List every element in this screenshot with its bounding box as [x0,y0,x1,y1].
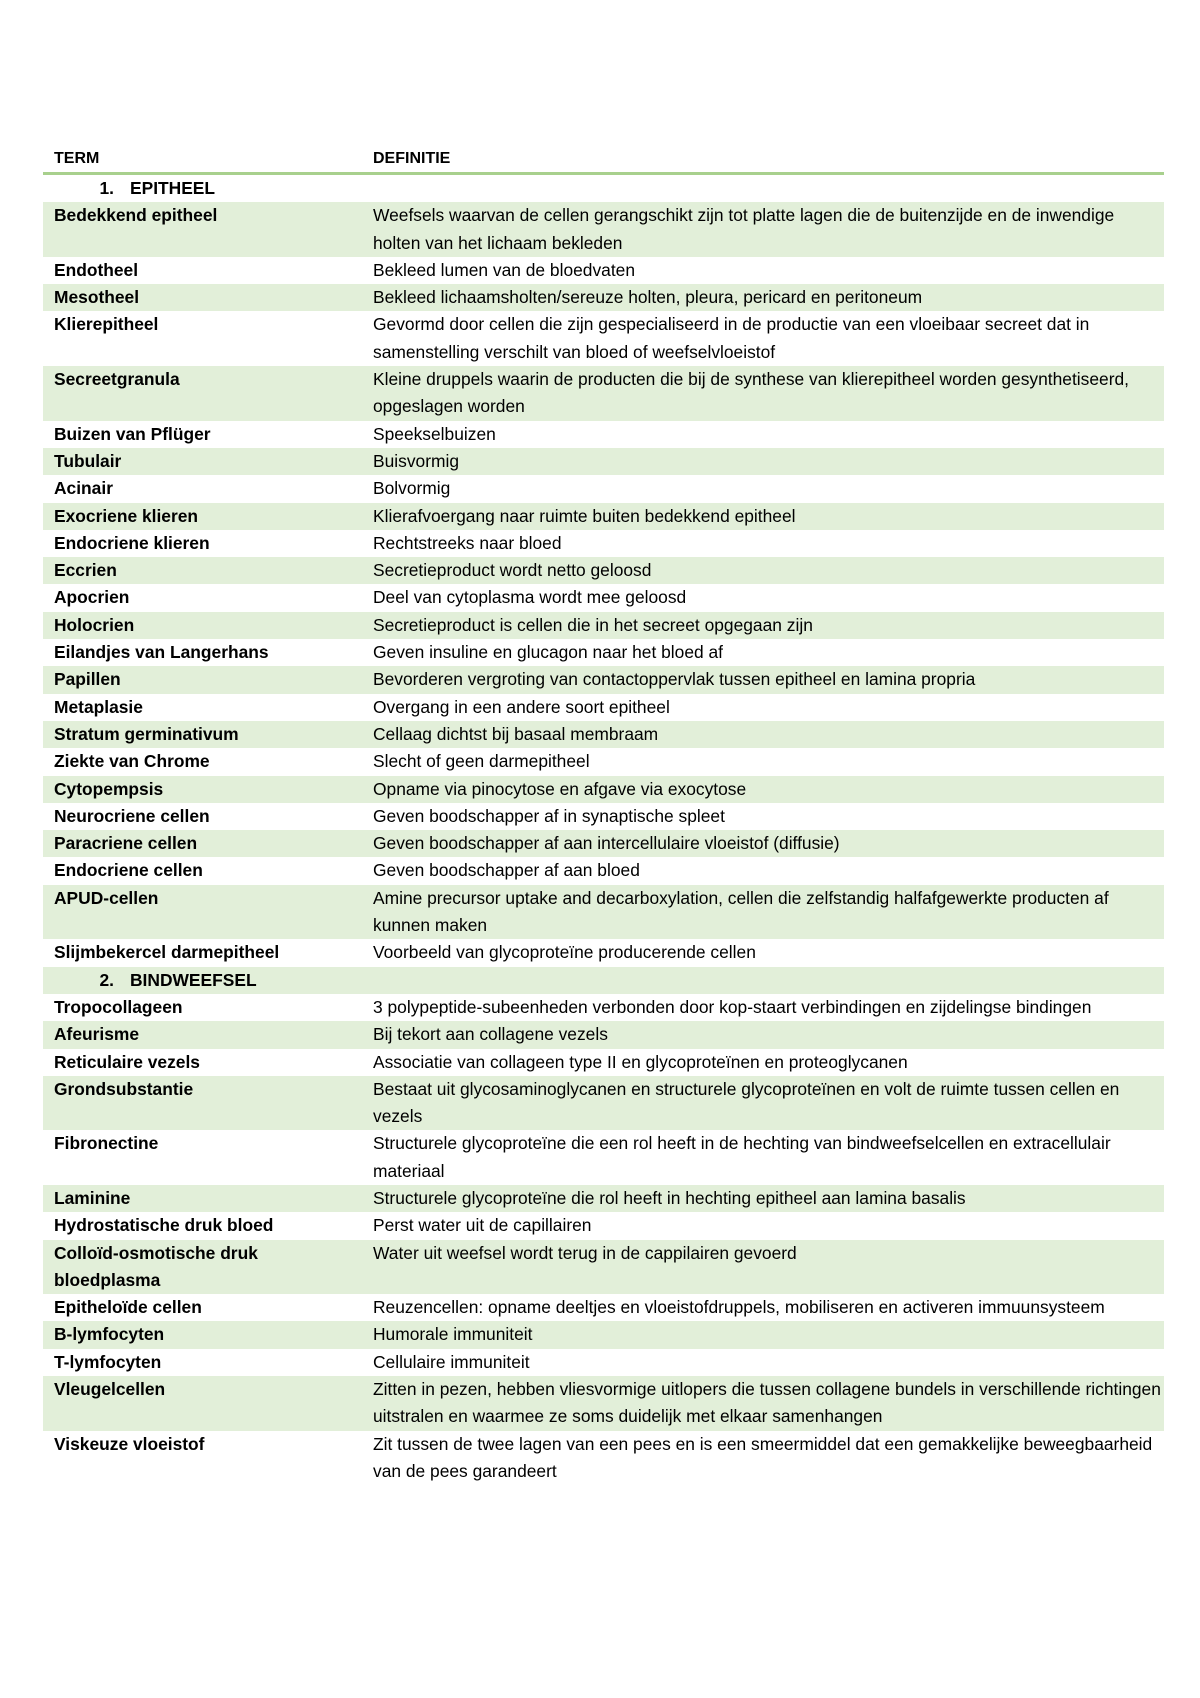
section-number: 2. [99,969,114,990]
term-cell: Exocriene klieren [43,503,362,530]
definition-cell: Bolvormig [373,478,451,499]
definition-cell: Opname via pinocytose en afgave via exocytose [362,776,1164,803]
table-row [43,421,1164,448]
term-cell: Tubulair [43,448,362,475]
table-row [43,1376,1164,1431]
definition-cell: Slecht of geen darmepitheel [373,751,590,772]
definition-cell: Structurele glycoproteïne die een rol heeft in de hechting van bindweefselcellen en extracellulair materiaal [373,1133,1111,1181]
term-cell: Eilandjes van Langerhans [54,642,269,663]
term-cell: Eccrien [43,557,362,584]
table-row [43,366,1164,421]
table-row [43,666,1164,693]
definition-cell: Klierafvoergang naar ruimte buiten bedekkend epitheel [362,503,1164,530]
term-cell: Tropocollageen [54,996,183,1017]
term-cell: Fibronectine [54,1133,159,1154]
definition-cell: Secretieproduct is cellen die in het secreet opgegaan zijn [362,612,1164,639]
table-row [43,639,1164,666]
term-cell: Secreetgranula [43,366,362,421]
term-cell: APUD-cellen [43,885,362,940]
table-row [43,721,1164,748]
table-row [43,1321,1164,1348]
term-cell: Grondsubstantie [43,1076,362,1131]
definition-cell: Water uit weefsel wordt terug in de cappilairen gevoerd [362,1240,1164,1295]
table-row [43,776,1164,803]
glossary-table [43,146,1164,1485]
section-number: 1. [99,178,114,198]
section-heading-row [43,967,1164,994]
definition-cell: Associatie van collageen type II en glycoproteïnen en proteoglycanen [373,1051,908,1072]
term-cell: Ziekte van Chrome [54,751,210,772]
definition-cell: Overgang in een andere soort epitheel [373,696,670,717]
term-cell: Neurocriene cellen [54,805,210,826]
definition-cell: Amine precursor uptake and decarboxylation, cellen die zelfstandig halfafgewerkte producten af kunnen maken [362,885,1164,940]
term-cell: Endocriene klieren [54,532,210,553]
table-row [43,1431,1164,1486]
term-cell: B-lymfocyten [43,1321,362,1348]
definition-cell: 3 polypeptide-subeenheden verbonden door kop-staart verbindingen en zijdelingse bindingen [373,996,1092,1017]
definition-cell: Structurele glycoproteïne die rol heeft in hechting epitheel aan lamina basalis [362,1185,1164,1212]
table-row [43,748,1164,775]
definition-cell: Bekleed lumen van de bloedvaten [373,259,636,280]
definition-cell: Bestaat uit glycosaminoglycanen en structurele glycoproteïnen en volt de ruimte tussen cellen en vezels [362,1076,1164,1131]
term-cell: Laminine [43,1185,362,1212]
definition-cell: Zit tussen de twee lagen van een pees en is een smeermiddel dat een gemakkelijke beweegbaarheid van de pees garandeert [373,1433,1153,1481]
table-row [43,257,1164,284]
term-cell: Epitheloïde cellen [54,1297,202,1318]
table-row [43,1294,1164,1321]
definition-cell: Geven boodschapper af aan bloed [373,860,640,881]
section-title: EPITHEEL [130,178,216,198]
table-row [43,503,1164,530]
definition-cell: Deel van cytoplasma wordt mee geloosd [373,587,687,608]
table-row [43,1240,1164,1295]
definition-cell: Geven boodschapper af aan intercellulaire vloeistof (diffusie) [362,830,1164,857]
table-row [43,448,1164,475]
term-cell: Klierepitheel [54,314,159,335]
term-cell: T-lymfocyten [54,1351,162,1372]
table-row [43,1049,1164,1076]
table-row [43,284,1164,311]
term-cell: Vleugelcellen [43,1376,362,1431]
table-row [43,557,1164,584]
term-cell: Holocrien [43,612,362,639]
definition-cell: Buisvormig [362,448,1164,475]
definition-cell: Perst water uit de capillairen [373,1215,592,1236]
definition-cell: Bij tekort aan collagene vezels [362,1021,1164,1048]
definition-cell: Cellulaire immuniteit [373,1351,530,1372]
term-column-header: TERM [43,146,362,174]
term-cell: Endotheel [54,259,139,280]
term-cell: Reticulaire vezels [54,1051,200,1072]
table-row [43,694,1164,721]
table-row [43,885,1164,940]
definition-cell: Kleine druppels waarin de producten die bij de synthese van klierepitheel worden gesynthetiseerd, opgeslagen worden [362,366,1164,421]
term-cell: Paracriene cellen [43,830,362,857]
table-row [43,1349,1164,1376]
header-row [43,146,1164,174]
term-cell: Hydrostatische druk bloed [54,1215,274,1236]
table-row [43,530,1164,557]
table-row [43,1130,1164,1185]
term-cell: Cytopempsis [43,776,362,803]
table-row [43,1185,1164,1212]
term-cell: Apocrien [54,587,130,608]
table-row [43,1212,1164,1239]
definition-cell: Secretieproduct wordt netto geloosd [362,557,1164,584]
definition-cell: Reuzencellen: opname deeltjes en vloeistofdruppels, mobiliseren en activeren immuunsysteem [373,1297,1105,1318]
definition-cell: Rechtstreeks naar bloed [373,532,562,553]
definition-column-header: DEFINITIE [362,146,1164,174]
term-cell: Endocriene cellen [54,860,203,881]
term-cell: Metaplasie [54,696,143,717]
table-row [43,584,1164,611]
term-cell: Buizen van Pflüger [54,423,211,444]
term-cell: Stratum germinativum [43,721,362,748]
section-heading [43,174,1164,203]
table-row [43,311,1164,366]
term-cell: Papillen [43,666,362,693]
table-row [43,994,1164,1021]
table-header [43,146,1164,174]
term-cell: Colloïd-osmotische druk bloedplasma [43,1240,362,1295]
term-cell: Mesotheel [43,284,362,311]
definition-cell: Cellaag dichtst bij basaal membraam [362,721,1164,748]
definition-cell: Bekleed lichaamsholten/sereuze holten, pleura, pericard en peritoneum [362,284,1164,311]
definition-cell: Humorale immuniteit [362,1321,1164,1348]
term-cell: Viskeuze vloeistof [54,1433,205,1454]
table-row [43,857,1164,884]
table-row [43,475,1164,502]
definition-cell: Gevormd door cellen die zijn gespecialiseerd in de productie van een vloeibaar secreet dat in samenstelling verschilt van bloed of weefselvloeistof [373,314,1090,362]
definition-cell: Geven insuline en glucagon naar het bloed af [373,642,724,663]
term-cell: Afeurisme [43,1021,362,1048]
table-row [43,803,1164,830]
term-cell: Slijmbekercel darmepitheel [54,942,280,963]
term-cell: Acinair [54,478,113,499]
definition-cell: Weefsels waarvan de cellen gerangschikt zijn tot platte lagen die de buitenzijde en de inwendige holten van het lichaam bekleden [362,202,1164,257]
section-title: BINDWEEFSEL [130,969,257,990]
table-row [43,1076,1164,1131]
table-row [43,830,1164,857]
definition-cell: Speekselbuizen [373,423,496,444]
table-row [43,202,1164,257]
section-heading [43,967,1164,994]
table-body [43,174,1164,1486]
definition-cell: Voorbeeld van glycoproteïne producerende cellen [373,942,756,963]
table-row [43,939,1164,966]
definition-cell: Geven boodschapper af in synaptische spleet [373,805,725,826]
definition-cell: Bevorderen vergroting van contactoppervlak tussen epitheel en lamina propria [362,666,1164,693]
section-heading-row [43,174,1164,203]
term-cell: Bedekkend epitheel [43,202,362,257]
table-row [43,1021,1164,1048]
table-row [43,612,1164,639]
definition-cell: Zitten in pezen, hebben vliesvormige uitlopers die tussen collagene bundels in verschillende richtingen uitstralen en waarmee ze soms duidelijk met elkaar samenhangen [362,1376,1164,1431]
